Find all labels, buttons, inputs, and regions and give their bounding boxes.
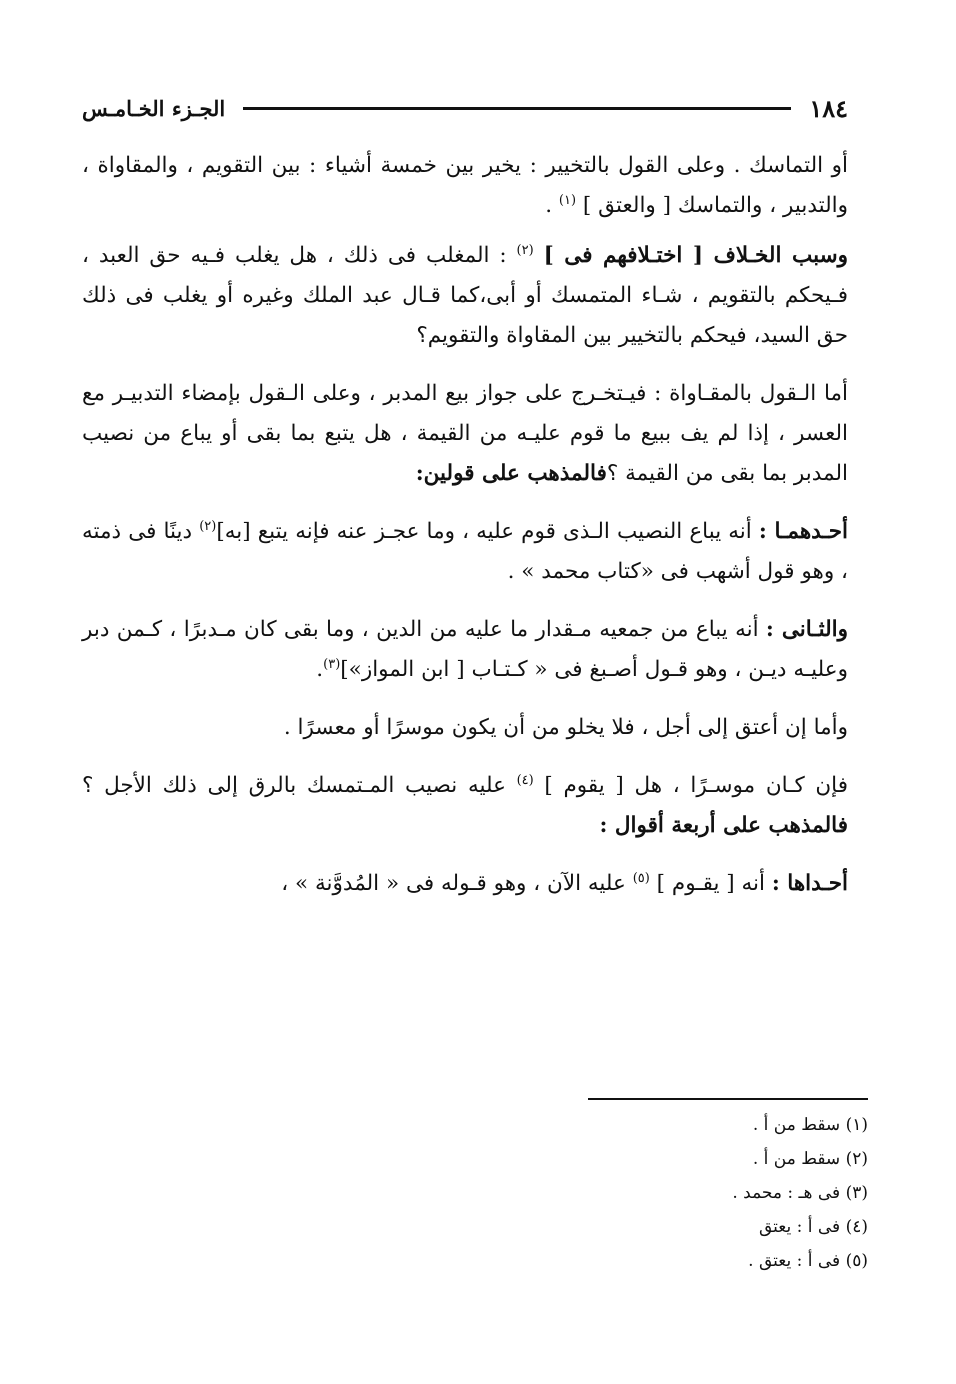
- paragraph-7: فإن كـان موسـرًا ، هل [ يقوم ] $^{(٤)}$ عليه نصيب المـتمسك بالرق إلى ذلك الأجل ؟ فالمذهب على أربعة أقوال :: [82, 772, 849, 838]
- footnote-4: (٤) فى أ : يعتق: [758, 1217, 868, 1237]
- footnote-1: (١) سقط من أ .: [752, 1115, 868, 1135]
- footnotes: [368, 1108, 868, 1278]
- header-rule: [243, 107, 791, 110]
- footnote-5: (٥) فى أ : يعتق .: [748, 1251, 868, 1271]
- main-text: [82, 146, 848, 922]
- running-title: الجـزء الخـامـس: [82, 95, 226, 121]
- paragraph-3: أما الـقول بالمقـاواة : فيـتخـرج على جواز بيع المدبر ، وعلى الـقول بإمضاء التدبيـر مع العسر ، إذا لم يف ببيع ما قوم عليـه من القيمة ، هل يتبع بما بقى أو يباع من نصيب المدبر بما بقى من القيمة ؟فالمذهب على قولين:: [82, 381, 848, 486]
- paragraph-1: أو التماسك . وعلى القول بالتخيير : يخير بين خمسة أشياء : بين التقويم ، والمقاواة ، والتدبير ، والتماسك [ والعتق ] $^{(١)}$ .: [82, 153, 848, 218]
- footnote-ref-2: (٢): [516, 242, 534, 258]
- paragraph-5: والثـانى : أنه يباع من جمعيه مـقدار ما عليه من الدين ، وما بقى كان مـدبرًا ، كـمن دبر وعليـه ديـن ، وهو قـول أصـبغ فى « كـتـاب [ ابن المواز»]$^{(٣)}$.: [82, 617, 848, 682]
- footnote-3: (٣) فى هـ : محمد .: [732, 1183, 868, 1203]
- footnote-ref-3: (٣): [323, 656, 341, 672]
- footnote-divider: [588, 1098, 868, 1100]
- footnote-ref-4: (٤): [516, 772, 534, 788]
- footnote-ref-1: (١): [558, 192, 577, 208]
- footnote-ref-2b: (٢): [199, 518, 217, 534]
- page-number: ١٨٤: [809, 93, 848, 123]
- footnote-2: (٢) سقط من أ .: [752, 1149, 868, 1169]
- paragraph-2: وسبب الخـلاف [ اختـلافهم فى ] $^{(٢)}$ : المغلب فى ذلك ، هل يغلب فـيه حق العبد ، فـيحكم بالتقويم ، شـاء المتمسك أو أبى،كما قـال عبد الملك وغيره أو يغلب فى ذلك حق السيد، فيحكم بالتخيير بين المقاواة والتقويم؟: [82, 242, 848, 348]
- paragraph-4: أحـدهمـا : أنه يباع النصيب الـذى قوم عليه ، وما عجـز عنه فإنه يتبع [به]$^{(٢)}$ دينًا فى ذمته ، وهو قول أشهب فى «كتاب محمد » .: [82, 518, 849, 584]
- paragraph-6: وأما إن أعتق إلى أجل ، فلا يخلو من أن يكون موسرًا أو معسرًا .: [283, 715, 848, 740]
- page-header: [82, 88, 848, 128]
- paragraph-8: أحـداها : أنه [ يقـوم ] $^{(٥)}$ عليه الآن ، وهو قـوله فى « المُدوَّنة » ،: [281, 870, 848, 896]
- footnote-ref-5: (٥): [632, 870, 650, 886]
